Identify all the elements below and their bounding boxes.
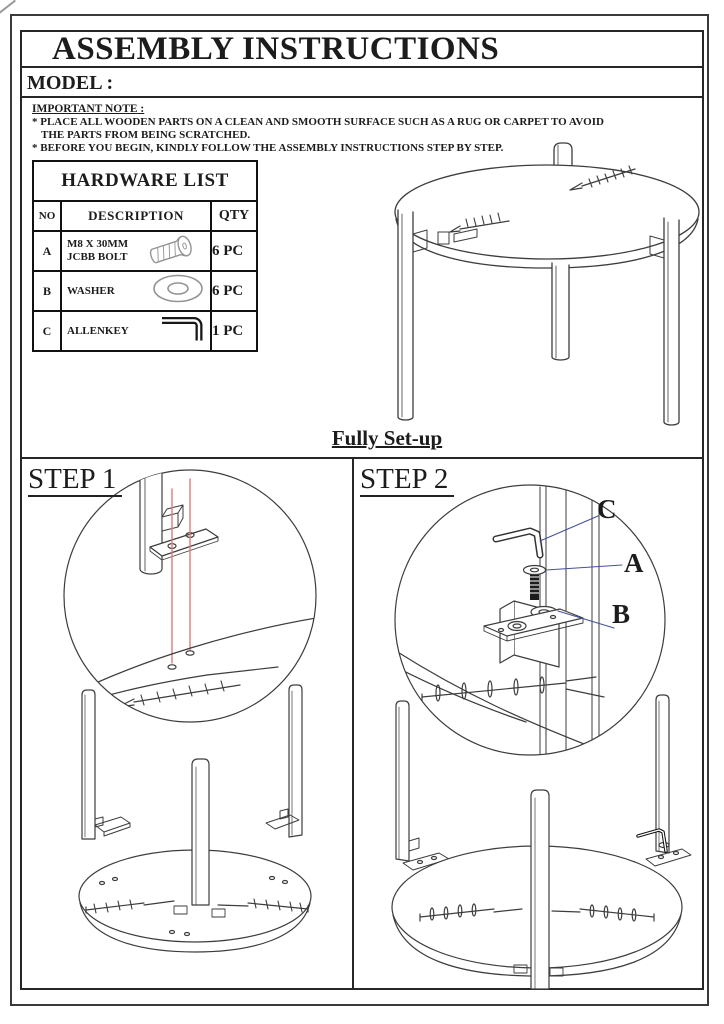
table-row <box>33 231 257 271</box>
step1-panel <box>22 459 354 990</box>
note-line: THE PARTS FROM BEING SCRATCHED. <box>41 129 251 141</box>
step2-panel <box>354 459 702 990</box>
steps-section <box>22 457 702 990</box>
washer-icon <box>150 272 206 311</box>
hardware-row-description: ALLENKEY <box>67 324 129 337</box>
note-line: * PLACE ALL WOODEN PARTS ON A CLEAN AND SMOOTH SURFACE SUCH AS A RUG OR CARPET TO AVOID <box>32 116 604 128</box>
model-label: MODEL : <box>22 70 702 98</box>
hardware-row-no: A <box>33 231 61 271</box>
hardware-row-no: C <box>33 311 61 351</box>
scan-corner-artifact <box>0 0 16 15</box>
hardware-row-no: B <box>33 271 61 311</box>
step2-diagram <box>354 459 704 990</box>
step1-label: STEP 1 <box>28 463 122 497</box>
hardware-list-table <box>32 160 258 352</box>
hardware-row-qty: 6 PC <box>211 271 257 311</box>
page-title: ASSEMBLY INSTRUCTIONS <box>22 32 702 68</box>
column-header-no: NO <box>33 201 61 231</box>
note-line: * BEFORE YOU BEGIN, KINDLY FOLLOW THE ASSEMBLY INSTRUCTIONS STEP BY STEP. <box>32 142 504 154</box>
table-row <box>33 311 257 351</box>
column-header-qty: QTY <box>211 201 257 231</box>
step1-diagram <box>22 459 354 990</box>
content-frame <box>20 30 704 990</box>
step2-label: STEP 2 <box>360 463 454 497</box>
assembled-caption: Fully Set-up <box>331 426 443 450</box>
callout-label-b: B <box>612 599 631 629</box>
callout-label-a: A <box>624 548 644 578</box>
table-row <box>33 271 257 311</box>
column-header-description: DESCRIPTION <box>61 201 211 231</box>
hardware-row-description: M8 X 30MM JCBB BOLT <box>67 238 129 263</box>
important-note-heading: IMPORTANT NOTE : <box>32 103 145 115</box>
assembled-table-diagram <box>342 132 706 432</box>
hardware-row-description: WASHER <box>67 284 115 297</box>
hardware-row-qty: 6 PC <box>211 231 257 271</box>
callout-label-c: C <box>597 494 617 524</box>
allenkey-icon <box>156 313 206 350</box>
hardware-row-qty: 1 PC <box>211 311 257 351</box>
hardware-list-title: HARDWARE LIST <box>33 161 257 201</box>
bolt-icon <box>148 232 206 271</box>
